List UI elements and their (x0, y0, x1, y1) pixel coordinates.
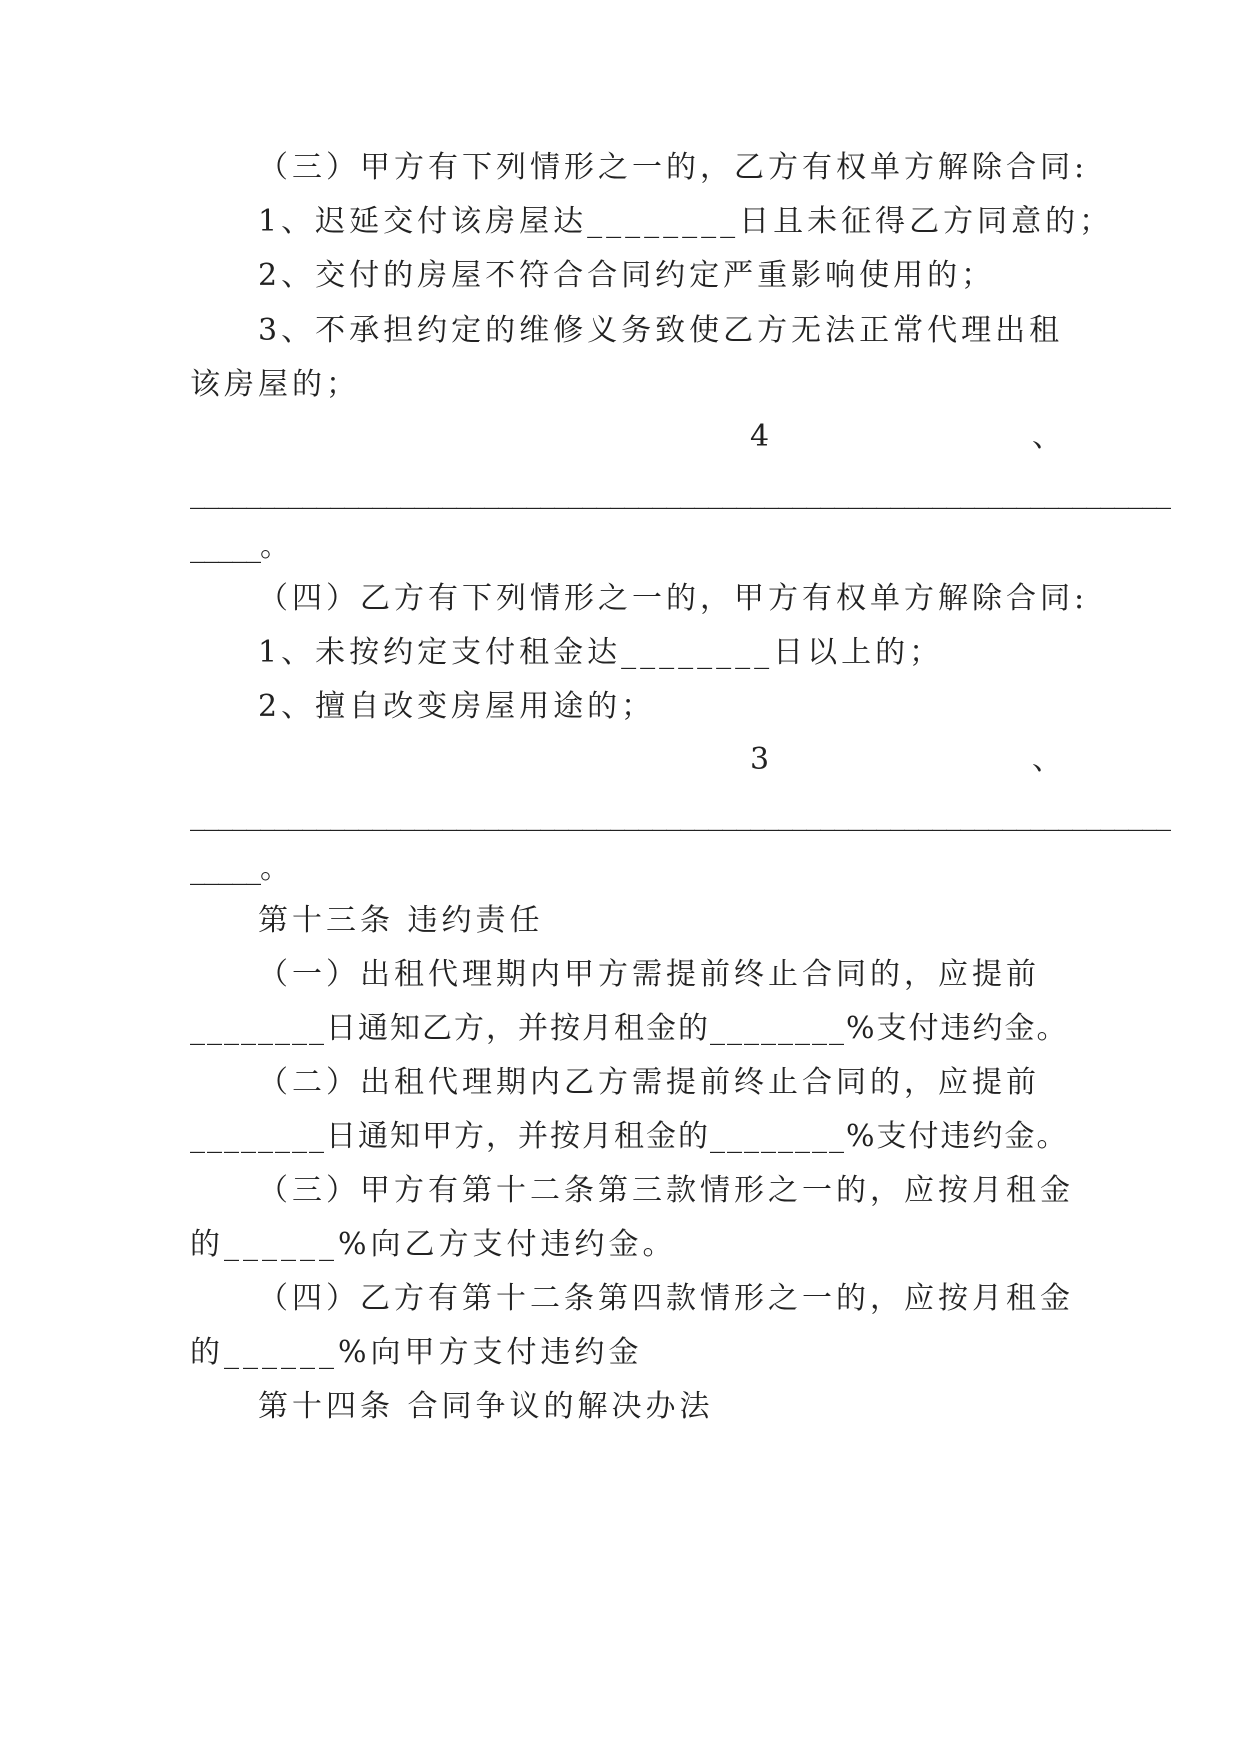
article-13-item-3: （三）甲方有第十二条第三款情形之一的，应按月租金 (258, 1173, 1074, 1208)
clause-4-item-1: 1、未按约定支付租金达________日以上的； (258, 635, 944, 670)
clause-4-heading: （四）乙方有下列情形之一的，甲方有权单方解除合同: (258, 581, 1089, 616)
clause-3-item-3-cont: 该房屋的； (190, 367, 360, 402)
article-13-item-2-cont: ________日通知甲方，并按月租金的________%支付违约金。 (190, 1119, 1069, 1154)
article-13-item-1-cont: ________日通知乙方，并按月租金的________%支付违约金。 (190, 1011, 1069, 1046)
article-13-title: 第十三条 违约责任 (258, 903, 544, 938)
article-14-title: 第十四条 合同争议的解决办法 (258, 1389, 714, 1424)
clause-4-item-3-blank-end: _____。 (190, 851, 289, 886)
clause-4-item-2: 2、擅自改变房屋用途的； (258, 689, 656, 724)
article-13-item-1: （一）出租代理期内甲方需提前终止合同的，应提前 (258, 957, 1040, 992)
article-13-item-2: （二）出租代理期内乙方需提前终止合同的，应提前 (258, 1065, 1040, 1100)
clause-3-item-3: 3、不承担约定的维修义务致使乙方无法正常代理出租 (258, 313, 1064, 348)
article-13-item-4-cont: 的______%向甲方支付违约金 (190, 1335, 643, 1370)
clause-3-heading: （三）甲方有下列情形之一的，乙方有权单方解除合同: (258, 150, 1089, 185)
clause-3-item-4-blank-end: _____。 (190, 529, 289, 564)
clause-3-item-4-blank: ______________________________________________________________________ (190, 475, 1170, 510)
clause-4-item-3-blank: ______________________________________________________________________ (190, 797, 1170, 832)
clause-3-item-4-mark: 、 (1032, 419, 1066, 454)
article-13-item-3-cont: 的______%向乙方支付违约金。 (190, 1227, 677, 1262)
clause-3-item-2: 2、交付的房屋不符合合同约定严重影响使用的； (258, 258, 996, 293)
article-13-item-4: （四）乙方有第十二条第四款情形之一的，应按月租金 (258, 1281, 1074, 1316)
clause-3-item-4-number: 4 (750, 419, 774, 454)
clause-3-item-1: 1、迟延交付该房屋达________日且未征得乙方同意的； (258, 204, 1114, 239)
clause-4-item-3-number: 3 (750, 742, 774, 777)
clause-4-item-3-mark: 、 (1032, 742, 1066, 777)
